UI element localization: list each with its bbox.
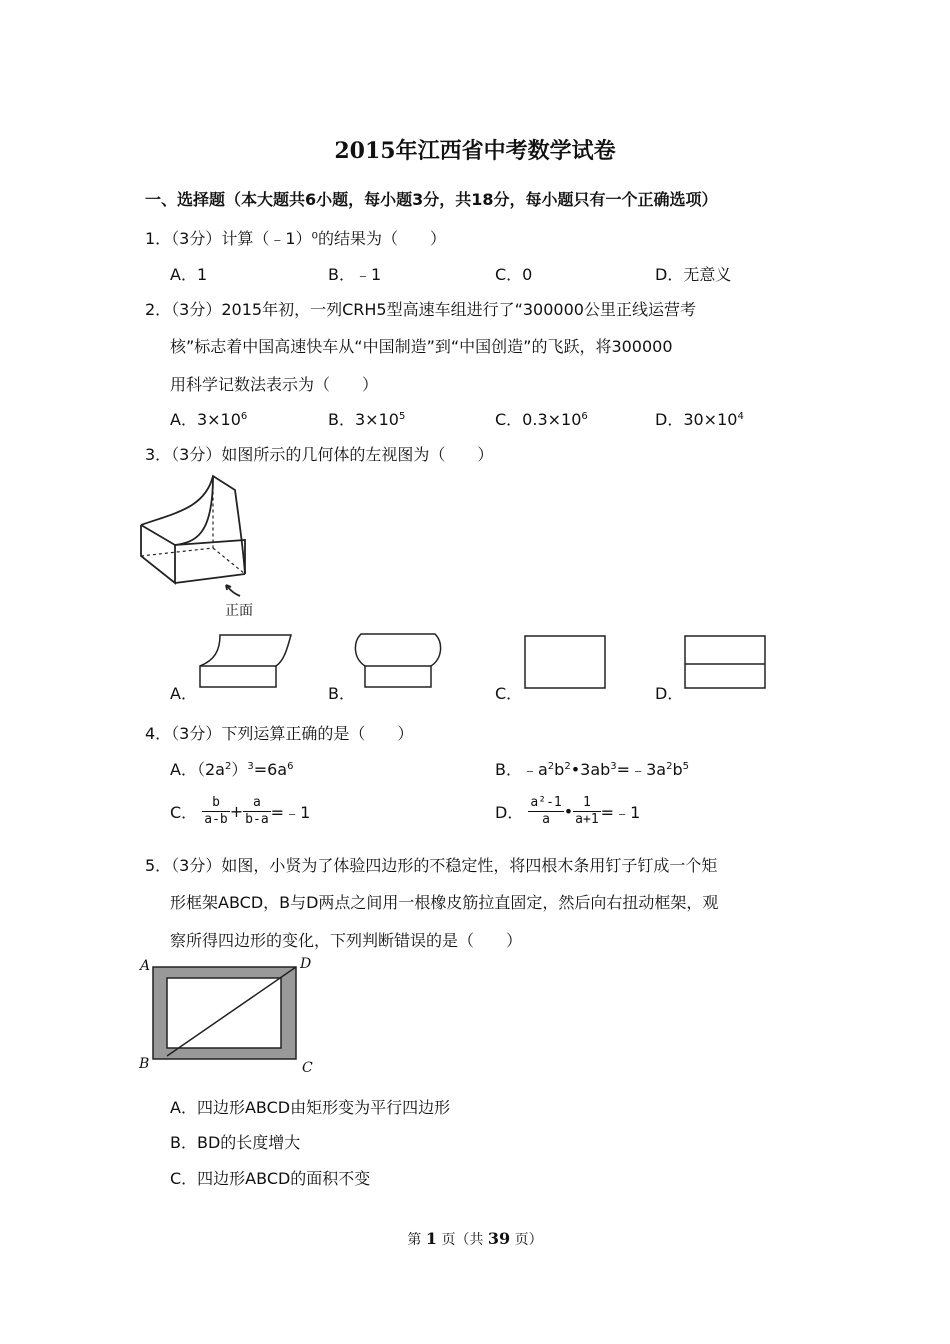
q5-label-a: A <box>140 958 151 974</box>
q5-option-c: C．四边形ABCD的面积不变 <box>170 1169 371 1188</box>
q5-label-d: D <box>300 956 312 972</box>
q2-line-3: 用科学记数法表示为（ ） <box>170 375 379 394</box>
q2-option-c: C．$0.3\times 10^6$ <box>495 410 588 429</box>
q3-option-c: C． <box>495 684 523 703</box>
q4-c-fraction-2: $\frac{a}{b-a}$ <box>245 795 269 827</box>
q2-option-a: A．$3\times 10^6$ <box>170 410 248 429</box>
section-heading: 一、选择题（本大题共6小题，每小题3分，共18分，每小题只有一个正确选项） <box>145 190 718 209</box>
q5-option-a: A．四边形ABCD由矩形变为平行四边形 <box>170 1098 451 1117</box>
page-title: 2015年江西省中考数学试卷 <box>334 138 616 164</box>
q2-option-d: D．$30\times 10^4$ <box>655 410 744 429</box>
q3-stem: 3．（3分）如图所示的几何体的左视图为（ ） <box>145 445 494 464</box>
q3-option-b-figure <box>353 630 443 692</box>
q5-line-3: 察所得四边形的变化，下列判断错误的是（ ） <box>170 931 523 950</box>
q2-option-b: B．$3\times 10^5$ <box>328 410 406 429</box>
q4-option-b: B．$﹣a^2b^2•3ab^3=﹣3a^2b^5$ <box>495 760 689 779</box>
total-page-count: 39 <box>487 1229 511 1248</box>
q1-option-c: C．0 <box>495 265 533 284</box>
q1-stem: 1．（3分）计算（﹣1）⁰的结果为（ ） <box>145 229 446 248</box>
q5-line-2: 形框架ABCD，B与D两点之间用一根橡皮筋拉直固定，然后向右扭动框架，观 <box>170 893 719 912</box>
q4-d-fraction-2: $\frac{1}{a+1}$ <box>575 795 599 827</box>
q5-label-b: B <box>139 1056 150 1072</box>
q5-line-1: 5．（3分）如图，小贤为了体验四边形的不稳定性，将四根木条用钉子钉成一个矩 <box>145 856 718 875</box>
q1-option-b: B．﹣1 <box>328 265 382 284</box>
q4-stem: 4．（3分）下列运算正确的是（ ） <box>145 724 414 743</box>
q3-option-a: A． <box>170 684 197 703</box>
q4-c-fraction-1: $\frac{b}{a-b}$ <box>204 795 228 827</box>
q3-option-a-figure <box>195 630 295 692</box>
q4-d-fraction-1: $\frac{\text{a²-1}}{a}$ <box>530 795 562 827</box>
q5-label-c: C <box>302 1060 313 1076</box>
q4-option-a: A．$(2a^2)^3=6a^6$ <box>170 760 294 779</box>
current-page-number: 1 <box>425 1229 437 1248</box>
q5-rectangle-frame-figure <box>150 964 300 1064</box>
q1-option-d: D．无意义 <box>655 265 732 284</box>
q3-option-d-figure <box>680 632 772 694</box>
q5-option-b: B．BD的长度增大 <box>170 1133 301 1152</box>
q4-option-d: D． $\frac{\text{a²-1}}{a}$ • $\frac{1}{a+1}$ =﹣1 <box>495 795 641 827</box>
page-footer: 第 1 页（共 39 页） <box>407 1229 543 1248</box>
q2-line-1: 2．（3分）2015年初，一列CRH5型高速车组进行了“300000公里正线运营考 <box>145 300 696 319</box>
q3-option-d: D． <box>655 684 684 703</box>
q4-option-c: C． $\frac{b}{a-b}$ + $\frac{a}{b-a}$ =﹣1 <box>170 795 311 827</box>
q3-option-b: B． <box>328 684 355 703</box>
q3-front-label: 正面 <box>225 603 253 619</box>
q3-option-c-figure <box>520 632 612 694</box>
q1-option-a: A．1 <box>170 265 208 284</box>
q2-line-2: 核”标志着中国高速快车从“中国制造”到“中国创造”的飞跃，将300000 <box>170 337 673 356</box>
